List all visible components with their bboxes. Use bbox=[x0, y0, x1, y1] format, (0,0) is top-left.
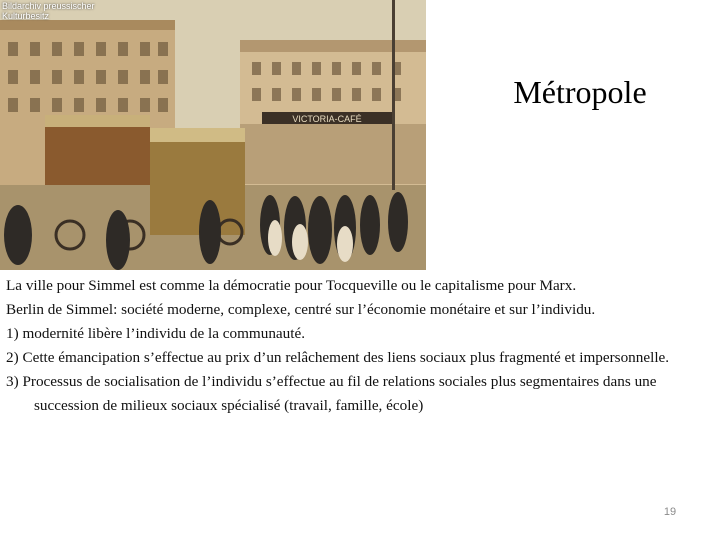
photo-credit bbox=[0, 0, 97, 22]
paragraph-3: 1) modernité libère l’individu de la communauté. bbox=[6, 325, 306, 342]
paragraph-5: 3) Processus de socialisation de l’individu s’effectue au fil de relations sociales plus segmentaires dans une succession de milieux sociaux spécialisé (travail, famille, école) bbox=[6, 373, 657, 414]
photo-illustration bbox=[0, 0, 426, 270]
photo-credit-line-1: Bildarchiv preussischer bbox=[2, 1, 95, 11]
photo-credit-line-2: Kulturbesitz bbox=[2, 11, 50, 21]
omnibus-left bbox=[45, 125, 150, 185]
slide-body bbox=[6, 274, 716, 418]
paragraph-1: La ville pour Simmel est comme la démocratie pour Tocqueville ou le capitalisme pour Marx. bbox=[6, 277, 577, 294]
slide-title: Métropole bbox=[513, 74, 647, 110]
berlin-street-photo bbox=[0, 0, 426, 270]
paragraph-2: Berlin de Simmel: société moderne, complexe, centré sur l’économie monétaire et sur l’individu. bbox=[6, 301, 596, 318]
cafe-sign-text: VICTORIA-CAFÉ bbox=[292, 114, 362, 124]
page-number: 19 bbox=[663, 506, 677, 518]
paragraph-4: 2) Cette émancipation s’effectue au prix d’un relâchement des liens sociaux plus fragmenté et impersonnelle. bbox=[6, 349, 670, 366]
